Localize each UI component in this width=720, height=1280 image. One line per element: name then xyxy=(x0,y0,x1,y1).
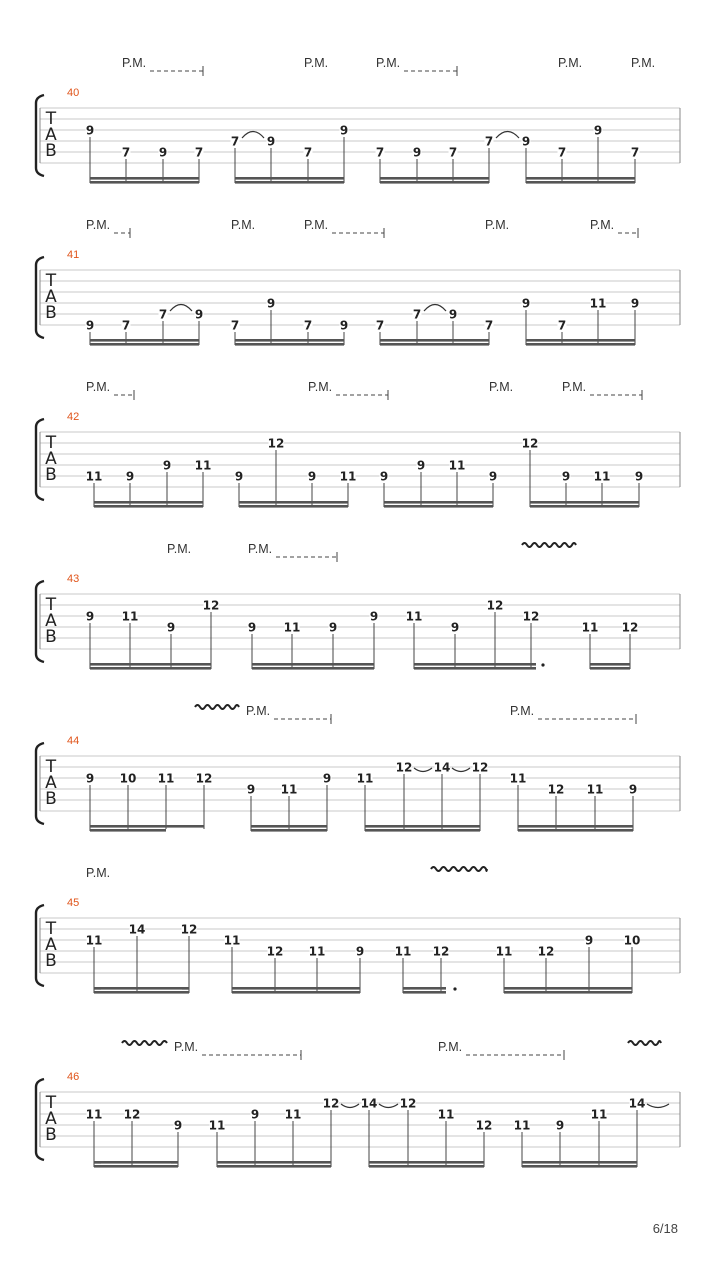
vibrato-mark xyxy=(195,705,239,709)
palm-mute-label: P.M. xyxy=(304,56,329,70)
fret-number: 11 xyxy=(223,933,241,948)
fret-number: 12 xyxy=(547,782,565,797)
fret-number: 10 xyxy=(623,933,641,948)
tie xyxy=(341,1104,359,1108)
tab-clef-letter: T xyxy=(45,109,57,129)
beam-primary xyxy=(380,177,489,180)
fret-number: 11 xyxy=(495,944,513,959)
fret-number: 12 xyxy=(180,922,198,937)
beam-secondary xyxy=(380,343,489,346)
beam-primary xyxy=(232,987,360,990)
fret-number: 9 xyxy=(450,620,460,635)
tab-clef-letter: B xyxy=(45,951,57,971)
fret-number: 9 xyxy=(369,609,379,624)
fret-number: 9 xyxy=(125,469,135,484)
fret-number: 9 xyxy=(416,458,426,473)
fret-number: 11 xyxy=(121,609,139,624)
tab-clef-letter: B xyxy=(45,1125,57,1145)
tie xyxy=(647,1104,669,1108)
beam-primary xyxy=(504,987,632,990)
beam-secondary xyxy=(239,505,348,508)
beam-primary xyxy=(90,825,204,828)
fret-number: 7 xyxy=(375,145,385,160)
beam-primary xyxy=(94,987,189,990)
fret-number: 11 xyxy=(85,1107,103,1122)
beam-stub xyxy=(94,987,101,990)
palm-mute-label: P.M. xyxy=(167,542,192,556)
tie xyxy=(414,768,432,772)
fret-number: 9 xyxy=(339,123,349,138)
tab-system-43 xyxy=(36,542,680,670)
tab-clef-letter: T xyxy=(45,433,57,453)
fret-number: 7 xyxy=(557,318,567,333)
beam-primary xyxy=(526,339,635,342)
beam-secondary xyxy=(94,1165,178,1168)
palm-mute-label: P.M. xyxy=(510,704,535,718)
fret-number: 11 xyxy=(356,771,374,786)
palm-mute-label: P.M. xyxy=(631,56,656,70)
fret-number: 9 xyxy=(379,469,389,484)
fret-number: 9 xyxy=(158,145,168,160)
fret-number: 11 xyxy=(586,782,604,797)
palm-mute-label: P.M. xyxy=(489,380,514,394)
fret-number: 12 xyxy=(123,1107,141,1122)
fret-number: 7 xyxy=(412,307,422,322)
beam-primary xyxy=(530,501,639,504)
fret-number: 9 xyxy=(85,123,95,138)
fret-number: 11 xyxy=(448,458,466,473)
tab-clef-letter: B xyxy=(45,141,57,161)
fret-number: 7 xyxy=(484,134,494,149)
fret-number: 7 xyxy=(121,145,131,160)
fret-number: 9 xyxy=(328,620,338,635)
beam-stub xyxy=(182,987,189,990)
fret-number: 11 xyxy=(405,609,423,624)
fret-number: 7 xyxy=(303,145,313,160)
fret-number: 9 xyxy=(355,944,365,959)
fret-number: 11 xyxy=(593,469,611,484)
fret-number: 11 xyxy=(513,1118,531,1133)
tab-system-40 xyxy=(36,56,680,184)
fret-number: 9 xyxy=(250,1107,260,1122)
palm-mute-label: P.M. xyxy=(86,866,111,880)
palm-mute-label: P.M. xyxy=(485,218,510,232)
fret-number: 11 xyxy=(280,782,298,797)
fret-number: 9 xyxy=(634,469,644,484)
fret-number: 12 xyxy=(621,620,639,635)
fret-number: 12 xyxy=(537,944,555,959)
tab-clef-letter: A xyxy=(45,287,57,307)
fret-number: 11 xyxy=(157,771,175,786)
fret-number: 9 xyxy=(630,296,640,311)
slur xyxy=(496,132,519,139)
palm-mute-label: P.M. xyxy=(86,380,111,394)
tab-system-42 xyxy=(36,380,680,508)
fret-number: 9 xyxy=(85,318,95,333)
fret-number: 9 xyxy=(628,782,638,797)
beam-primary xyxy=(217,1161,331,1164)
fret-number: 7 xyxy=(230,318,240,333)
tie xyxy=(379,1104,398,1108)
palm-mute-label: P.M. xyxy=(304,218,329,232)
fret-number: 12 xyxy=(395,760,413,775)
fret-number: 11 xyxy=(581,620,599,635)
fret-number: 9 xyxy=(412,145,422,160)
fret-number: 7 xyxy=(630,145,640,160)
measure-number: 44 xyxy=(67,735,80,747)
fret-number: 9 xyxy=(521,296,531,311)
fret-number: 12 xyxy=(432,944,450,959)
tab-clef-letter: T xyxy=(45,271,57,291)
tab-clef-letter: T xyxy=(45,595,57,615)
measure-number: 43 xyxy=(67,573,80,585)
beam-secondary xyxy=(94,505,203,508)
measure-number: 40 xyxy=(67,87,80,99)
rhythm-dot xyxy=(541,663,544,666)
fret-number: 9 xyxy=(194,307,204,322)
tab-system-44 xyxy=(36,704,680,832)
beam-primary xyxy=(94,501,203,504)
fret-number: 7 xyxy=(303,318,313,333)
tab-clef-letter: B xyxy=(45,627,57,647)
beam-primary xyxy=(414,663,536,666)
fret-number: 9 xyxy=(266,296,276,311)
beam-primary xyxy=(518,825,633,828)
fret-number: 9 xyxy=(521,134,531,149)
fret-number: 11 xyxy=(509,771,527,786)
beam-primary xyxy=(90,339,199,342)
fret-number: 14 xyxy=(433,760,451,775)
palm-mute-label: P.M. xyxy=(562,380,587,394)
beam-secondary xyxy=(403,991,446,994)
fret-number: 9 xyxy=(85,609,95,624)
palm-mute-label: P.M. xyxy=(438,1040,463,1054)
fret-number: 7 xyxy=(557,145,567,160)
beam-secondary xyxy=(94,991,189,994)
beam-secondary xyxy=(518,829,633,832)
fret-number: 12 xyxy=(522,609,540,624)
beam-secondary xyxy=(90,343,199,346)
fret-number: 12 xyxy=(475,1118,493,1133)
beam-primary xyxy=(235,177,344,180)
fret-number: 11 xyxy=(590,1107,608,1122)
beam-secondary xyxy=(252,667,374,670)
tab-clef-letter: A xyxy=(45,935,57,955)
beam-secondary xyxy=(217,1165,331,1168)
palm-mute-label: P.M. xyxy=(558,56,583,70)
beam-primary xyxy=(94,1161,178,1164)
tab-clef-letter: A xyxy=(45,449,57,469)
beam-secondary xyxy=(235,181,344,184)
fret-number: 12 xyxy=(486,598,504,613)
measure-number: 41 xyxy=(67,249,80,261)
fret-number: 10 xyxy=(119,771,137,786)
beam-secondary xyxy=(235,343,344,346)
fret-number: 14 xyxy=(628,1096,646,1111)
fret-number: 11 xyxy=(194,458,212,473)
fret-number: 9 xyxy=(488,469,498,484)
fret-number: 11 xyxy=(284,1107,302,1122)
vibrato-mark xyxy=(628,1041,661,1045)
tab-clef-letter: B xyxy=(45,465,57,485)
fret-number: 7 xyxy=(448,145,458,160)
tab-clef-letter: B xyxy=(45,789,57,809)
tab-clef-letter: A xyxy=(45,1109,57,1129)
palm-mute-label: P.M. xyxy=(86,218,111,232)
fret-number: 9 xyxy=(561,469,571,484)
fret-number: 7 xyxy=(230,134,240,149)
beam-secondary xyxy=(526,181,635,184)
fret-number: 9 xyxy=(173,1118,183,1133)
fret-number: 9 xyxy=(339,318,349,333)
slur xyxy=(170,305,192,312)
palm-mute-label: P.M. xyxy=(231,218,256,232)
measure-number: 46 xyxy=(67,1071,80,1083)
beam-secondary xyxy=(590,667,630,670)
beam-primary xyxy=(235,339,344,342)
slur xyxy=(242,132,264,139)
palm-mute-label: P.M. xyxy=(590,218,615,232)
beam-stub xyxy=(171,1161,178,1164)
vibrato-mark xyxy=(122,1041,167,1045)
fret-number: 7 xyxy=(121,318,131,333)
beam-primary xyxy=(251,825,327,828)
beam-primary xyxy=(90,663,211,666)
beam-secondary xyxy=(251,829,327,832)
fret-number: 7 xyxy=(158,307,168,322)
fret-number: 11 xyxy=(283,620,301,635)
fret-number: 12 xyxy=(195,771,213,786)
beam-secondary xyxy=(90,667,211,670)
beam-secondary xyxy=(522,1165,637,1168)
beam-secondary xyxy=(380,181,489,184)
tab-clef-letter: T xyxy=(45,757,57,777)
measure-number: 45 xyxy=(67,897,80,909)
beam-secondary xyxy=(369,1165,484,1168)
beam-primary xyxy=(590,663,630,666)
fret-number: 9 xyxy=(85,771,95,786)
beam-secondary xyxy=(526,343,635,346)
tab-clef-letter: B xyxy=(45,303,57,323)
tab-clef-letter: A xyxy=(45,611,57,631)
fret-number: 9 xyxy=(593,123,603,138)
rhythm-dot xyxy=(453,987,456,990)
fret-number: 12 xyxy=(521,436,539,451)
fret-number: 12 xyxy=(399,1096,417,1111)
fret-number: 9 xyxy=(162,458,172,473)
tab-clef-letter: T xyxy=(45,1093,57,1113)
fret-number: 11 xyxy=(339,469,357,484)
beam-secondary xyxy=(365,829,480,832)
tab-system-41 xyxy=(36,218,680,346)
fret-number: 14 xyxy=(128,922,146,937)
beam-secondary xyxy=(384,505,493,508)
beam-secondary xyxy=(530,505,639,508)
fret-number: 9 xyxy=(307,469,317,484)
fret-number: 9 xyxy=(234,469,244,484)
fret-number: 12 xyxy=(267,436,285,451)
beam-stub xyxy=(94,1161,101,1164)
palm-mute-label: P.M. xyxy=(248,542,273,556)
slur xyxy=(424,305,446,312)
fret-number: 12 xyxy=(266,944,284,959)
fret-number: 9 xyxy=(166,620,176,635)
beam-primary xyxy=(369,1161,484,1164)
tab-system-46 xyxy=(36,1040,680,1168)
fret-number: 9 xyxy=(247,620,257,635)
measure-number: 42 xyxy=(67,411,80,423)
tab-clef-letter: A xyxy=(45,125,57,145)
beam-gap xyxy=(166,829,206,832)
fret-number: 9 xyxy=(555,1118,565,1133)
fret-number: 9 xyxy=(266,134,276,149)
palm-mute-label: P.M. xyxy=(308,380,333,394)
beam-primary xyxy=(380,339,489,342)
beam-secondary xyxy=(232,991,360,994)
fret-number: 11 xyxy=(437,1107,455,1122)
page-number: 6/18 xyxy=(652,1221,678,1236)
fret-number: 12 xyxy=(202,598,220,613)
tab-system-45 xyxy=(36,866,680,994)
beam-primary xyxy=(239,501,348,504)
fret-number: 7 xyxy=(375,318,385,333)
vibrato-mark xyxy=(431,867,487,871)
fret-number: 7 xyxy=(194,145,204,160)
beam-secondary xyxy=(414,667,536,670)
tie xyxy=(452,768,470,772)
fret-number: 11 xyxy=(308,944,326,959)
palm-mute-label: P.M. xyxy=(246,704,271,718)
fret-number: 11 xyxy=(85,933,103,948)
beam-primary xyxy=(365,825,480,828)
fret-number: 11 xyxy=(85,469,103,484)
fret-number: 14 xyxy=(360,1096,378,1111)
beam-primary xyxy=(90,177,199,180)
palm-mute-label: P.M. xyxy=(174,1040,199,1054)
beam-secondary xyxy=(90,181,199,184)
fret-number: 9 xyxy=(246,782,256,797)
palm-mute-label: P.M. xyxy=(122,56,147,70)
tab-clef-letter: A xyxy=(45,773,57,793)
beam-primary xyxy=(384,501,493,504)
fret-number: 11 xyxy=(208,1118,226,1133)
beam-primary xyxy=(526,177,635,180)
tab-clef-letter: T xyxy=(45,919,57,939)
fret-number: 11 xyxy=(589,296,607,311)
beam-primary xyxy=(252,663,374,666)
fret-number: 7 xyxy=(484,318,494,333)
fret-number: 9 xyxy=(584,933,594,948)
fret-number: 12 xyxy=(471,760,489,775)
fret-number: 11 xyxy=(394,944,412,959)
vibrato-mark xyxy=(522,543,576,547)
beam-primary xyxy=(522,1161,637,1164)
palm-mute-label: P.M. xyxy=(376,56,401,70)
fret-number: 9 xyxy=(448,307,458,322)
fret-number: 9 xyxy=(322,771,332,786)
beam-stub xyxy=(403,987,410,990)
beam-secondary xyxy=(504,991,632,994)
fret-number: 12 xyxy=(322,1096,340,1111)
